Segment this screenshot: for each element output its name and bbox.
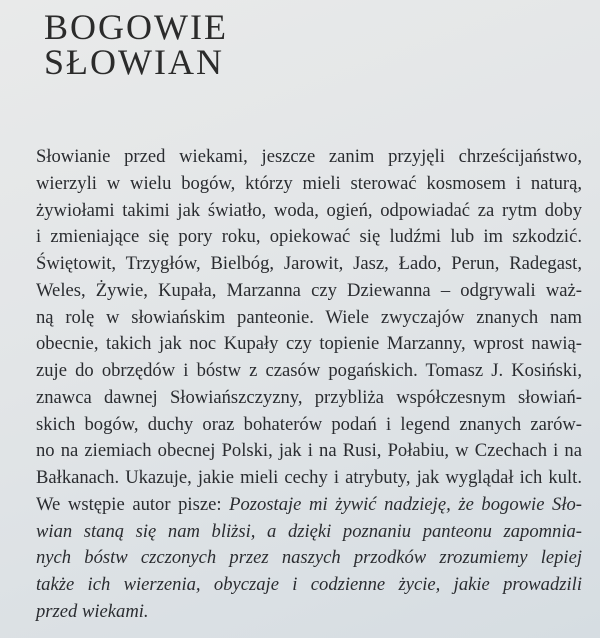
description-line <box>36 492 582 519</box>
author-quote-text: Pozostaje mi żywić nadzieję, że bogowie Sło- <box>229 493 582 515</box>
description-text: ną rolę w słowiańskim panteonie. Wiele zwyczajów znanych nam <box>36 306 582 328</box>
author-quote-text: także ich wierzenia, obyczaje i codzienne życie, jakie prowadzili <box>36 574 582 595</box>
description-text: We wstępie autor pisze: <box>36 493 230 515</box>
book-description <box>36 144 582 626</box>
description-line <box>36 385 582 412</box>
description-text: Bałkanach. Ukazuje, jakie mieli cechy i atrybuty, jak wyglądał ich kult. <box>36 467 582 488</box>
description-text: no na ziemiach obecnej Polski, jak i na Rusi, Połabiu, w Czechach i na <box>36 440 582 462</box>
description-text: i zmieniające się pory roku, opiekować się ludźmi lub im szkodzić. <box>36 226 582 248</box>
description-line <box>36 599 582 626</box>
description-line <box>36 545 582 572</box>
author-quote-text: przed wiekami. <box>36 600 149 622</box>
description-line <box>36 144 582 171</box>
description-line <box>36 572 582 599</box>
description-text: wierzyli w wielu bogów, którzy mieli sterować kosmosem i naturą, <box>36 172 582 194</box>
description-text: skich bogów, duchy oraz bohaterów podań i legend znanych zarów- <box>36 413 582 435</box>
description-text: obecnie, takich jak noc Kupały czy topienie Marzanny, wprost nawią- <box>36 333 582 355</box>
description-text: znawca dawnej Słowiańszczyzny, przybliża współczesnym słowiań- <box>36 386 582 408</box>
description-line <box>36 438 582 465</box>
description-line <box>36 305 582 332</box>
description-line <box>36 171 582 198</box>
description-text: żywiołami takimi jak światło, woda, ogień, odpowiadać za rytm doby <box>36 199 582 221</box>
description-line <box>36 358 582 385</box>
description-text: Świętowit, Trzygłów, Bielbóg, Jarowit, Jasz, Łado, Perun, Radegast, <box>36 253 582 274</box>
description-line <box>36 251 582 278</box>
description-text: zuje do obrzędów i bóstw z czasów pogańskich. Tomasz J. Kosiński, <box>36 360 582 381</box>
description-line <box>36 331 582 358</box>
book-title-line-1: BOGOWIE <box>44 7 228 47</box>
book-title <box>44 7 228 82</box>
description-line <box>36 278 582 305</box>
description-line <box>36 519 582 546</box>
description-line <box>36 224 582 251</box>
author-quote-text: wian staną się nam bliżsi, a dzięki poznaniu panteonu zapomnia- <box>36 520 582 542</box>
description-line <box>36 412 582 439</box>
description-line <box>36 198 582 225</box>
author-quote-text: nych bóstw czczonych przez naszych przodków zrozumiemy lepiej <box>36 547 582 569</box>
description-text: Słowianie przed wiekami, jeszcze zanim przyjęli chrześcijaństwo, <box>36 146 582 167</box>
book-title-line-2: SŁOWIAN <box>44 42 224 82</box>
description-line <box>36 465 582 492</box>
description-text: Weles, Żywie, Kupała, Marzanna czy Dziewanna – odgrywali waż- <box>36 279 582 301</box>
